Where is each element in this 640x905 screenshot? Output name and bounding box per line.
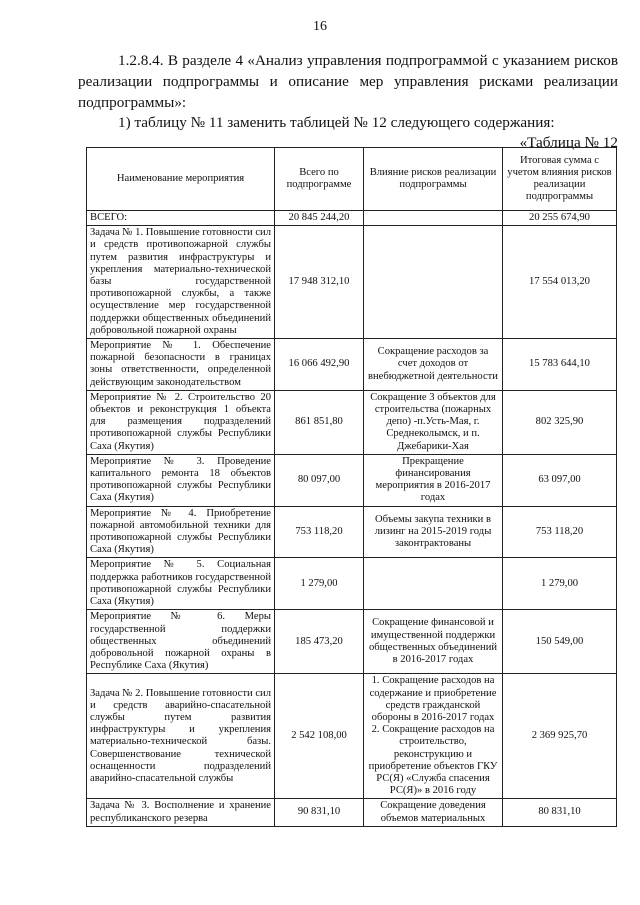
table-row [87,339,617,391]
total-sum: 20 845 244,20 [275,211,364,226]
row-impact [364,226,503,339]
row-impact: 1. Сокращение расходов на содержание и приобретение средств гражданской обороны в 2016-2017 годах 2. Сокращение расходов на строительство, реконструкцию и приобретение объектов ГКУ РС(Я) «Служба спасения РС(Я)» в 2016 году [364,674,503,799]
total-label: ВСЕГО: [87,211,275,226]
table-row [87,558,617,610]
table-total-row [87,211,617,226]
table-caption: «Таблица № 12 [519,134,618,151]
row-name: Мероприятие № 4. Приобретение пожарной автомобильной техники для противопожарной службы Республики Саха (Якутия) [87,506,275,558]
row-impact: Сокращение расходов за счет доходов от внебюджетной деятельности [364,339,503,391]
row-name: Задача № 2. Повышение готовности сил и средств аварийно-спасательной службы путем развития инфраструктуры и укрепления материально-технической базы. Совершенствование технической оснащенности подразделений аварийно-спасательной службы [87,674,275,799]
table-row [87,226,617,339]
row-name: Мероприятие № 1. Обеспечение пожарной безопасности в границах зоны ответственности, определенной действующим законодательством [87,339,275,391]
row-total: 753 118,20 [275,506,364,558]
row-final: 80 831,10 [503,799,617,826]
row-total: 90 831,10 [275,799,364,826]
row-impact: Объемы закупа техники в лизинг на 2015-2019 годы законтрактованы [364,506,503,558]
row-total: 2 542 108,00 [275,674,364,799]
table-row [87,674,617,799]
row-total: 80 097,00 [275,454,364,506]
header-final: Итоговая сумма с учетом влияния рисков реализации подпрограммы [503,148,617,211]
row-name: Мероприятие № 6. Меры государственной поддержки общественных объединений добровольной пожарной охраны в Республике Саха (Якутия) [87,610,275,674]
row-total: 861 851,80 [275,390,364,454]
table-row [87,390,617,454]
table-row [87,506,617,558]
row-final: 63 097,00 [503,454,617,506]
row-total: 16 066 492,90 [275,339,364,391]
row-final: 150 549,00 [503,610,617,674]
total-impact [364,211,503,226]
row-impact: Сокращение 3 объектов для строительства (пожарных депо) -п.Усть-Мая, г. Среднеколымск, и п. Джебарики-Хая [364,390,503,454]
row-impact: Прекращение финансирования мероприятия в 2016-2017 годах [364,454,503,506]
row-final: 2 369 925,70 [503,674,617,799]
row-name: Задача № 1. Повышение готовности сил и средств противопожарной службы путем развития инфраструктуры и укрепления материально-технической базы государственной противопожарной службы, а также осуществление мер государственной поддержки общественных объединений добровольной пожарной охраны [87,226,275,339]
row-impact: Сокращение доведения объемов материальных [364,799,503,826]
header-impact: Влияние рисков реализации подпрограммы [364,148,503,211]
row-name: Мероприятие № 3. Проведение капитального ремонта 18 объектов противопожарной службы Республики Саха (Якутия) [87,454,275,506]
intro-paragraph: 1.2.8.4. В разделе 4 «Анализ управления подпрограммой с указанием рисков реализации подпрограммы и описание мер управления рисками реализации подпрограммы»: [78,52,618,111]
row-impact [364,558,503,610]
row-final: 753 118,20 [503,506,617,558]
table-row [87,610,617,674]
page-number: 16 [313,19,327,34]
header-total: Всего по подпрограмме [275,148,364,211]
row-total: 185 473,20 [275,610,364,674]
row-total: 1 279,00 [275,558,364,610]
row-name: Задача № 3. Восполнение и хранение республиканского резерва [87,799,275,826]
row-final: 1 279,00 [503,558,617,610]
row-final: 17 554 013,20 [503,226,617,339]
header-name: Наименование мероприятия [87,148,275,211]
row-total: 17 948 312,10 [275,226,364,339]
table-row [87,799,617,826]
table-header-row [87,148,617,211]
row-final: 15 783 644,10 [503,339,617,391]
total-final: 20 255 674,90 [503,211,617,226]
row-name: Мероприятие № 5. Социальная поддержка работников государственной противопожарной службы Республики Саха (Якутия) [87,558,275,610]
row-name: Мероприятие № 2. Строительство 20 объектов и реконструкция 1 объекта для размещения подразделений противопожарной службы Республики Саха (Якутия) [87,390,275,454]
item-line: 1) таблицу № 11 заменить таблицей № 12 следующего содержания: [118,114,555,131]
row-final: 802 325,90 [503,390,617,454]
row-impact: Сокращение финансовой и имущественной поддержки общественных объединений в 2016-2017 годах [364,610,503,674]
risk-table [86,147,617,827]
table-row [87,454,617,506]
